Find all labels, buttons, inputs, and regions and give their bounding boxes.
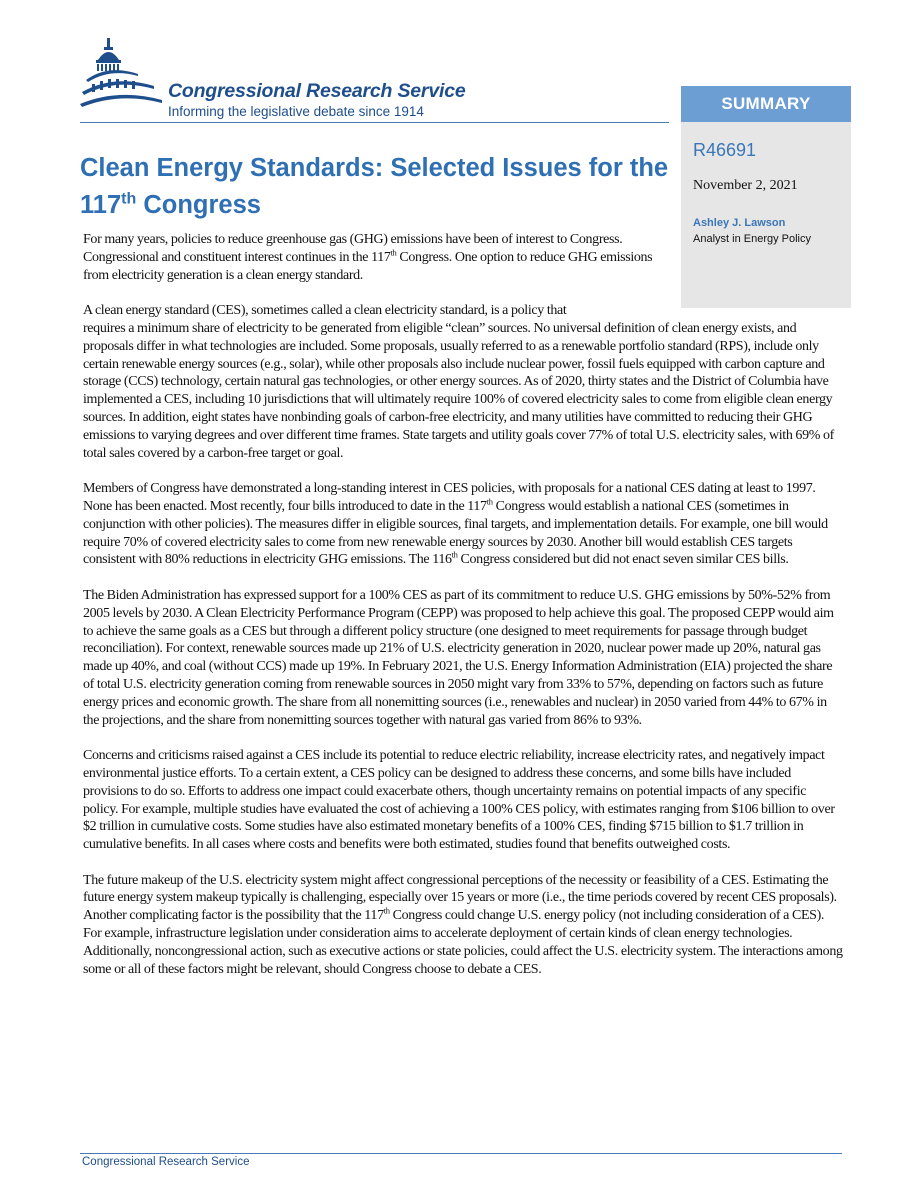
title-main: Clean Energy Standards: Selected Issues for the xyxy=(80,154,669,182)
title-congress-number: 117 xyxy=(80,191,122,219)
paragraph-3-sup-1: th xyxy=(486,496,493,507)
org-tagline: Informing the legislative debate since 1914 xyxy=(168,104,424,119)
paragraph-2-text-a: A clean energy standard (CES), sometimes called a clean electricity standard, is a policy that xyxy=(83,303,567,319)
title-ordinal: th xyxy=(121,190,137,208)
paragraph-6-sup: th xyxy=(383,905,390,916)
paragraph-3-text-c: Congress considered but did not enact seven similar CES bills. xyxy=(457,552,789,568)
footer-text: Congressional Research Service xyxy=(82,1156,250,1168)
paragraph-4: The Biden Administration has expressed support for a 100% CES as part of its commitment to reduce U.S. GHG emissions by 50%-52% from 2005 levels by 2030. A Clean Electricity Performance Program (CEPP) was proposed to help achieve this goal. The proposed CEPP would aim to achieve the same goals as a CES but through a different policy structure (one designed to meet requirements for passage through budget reconciliation). For context, renewable sources made up 21% of U.S. electricity generation in 2020, nuclear power made up 20%, natural gas made up 40%, and coal (without CCS) made up 19%. In February 2021, the U.S. Energy Information Administration (EIA) projected the share of total U.S. electricity generation coming from renewable sources in 2050 might vary from 33% to 57%, depending on factors such as future energy prices and economic growth. The share from all nonemitting sources (i.e., renewables and nuclear) in 2050 varied from 44% to 67% in the projections, and the share from nonemitting sources together with natural gas varied from 86% to 93%. xyxy=(83,587,834,728)
paragraph-3-sup-2: th xyxy=(451,549,458,560)
title-congress: Congress xyxy=(136,191,261,219)
paragraph-1 xyxy=(83,231,673,284)
org-name: Congressional Research Service xyxy=(168,80,466,102)
paragraph-6-text-a: The future makeup of the U.S. electricity system might affect congressional perceptions of the necessity or feasibility of a CES. Estimating the future energy system makeup typically is challenging, especially over 15 years or more (i.e., the time periods covered by recent CES proposals). Another complicating factor is the possibility that the 117 xyxy=(83,872,837,924)
paragraph-3 xyxy=(83,480,844,569)
paragraph-6 xyxy=(83,872,844,979)
author-title: Analyst in Energy Policy xyxy=(693,233,811,245)
paragraph-3-text-a: Members of Congress have demonstrated a long-standing interest in CES policies, with proposals for a national CES dating at least to 1997. None has been enacted. Most recently, four bills introduced to date in the 117 xyxy=(83,481,816,514)
paragraph-2 xyxy=(83,302,844,462)
paragraph-5: Concerns and criticisms raised against a CES include its potential to reduce electric reliability, increase electricity rates, and negatively impact environmental justice efforts. To a certain extent, a CES policy can be designed to address these concerns, and some bills have included provisions to do so. Efforts to address one impact could exacerbate others, though uncertainty remains on potential impacts of any specific policy. For example, multiple studies have evaluated the cost of achieving a 100% CES policy, with estimates ranging from $106 billion to over $2 trillion in cumulative costs. Some studies have also estimated monetary benefits of a 100% CES, finding $715 billion to $1.7 trillion in cumulative benefits. In all cases where costs and benefits were both estimated, studies found that benefits outweighed costs. xyxy=(83,748,835,853)
paragraph-1-text-b: Congress. One option to reduce GHG emissions from electricity generation is a clean energy standard. xyxy=(83,249,653,283)
report-number: R46691 xyxy=(693,140,757,160)
capitol-dome-icon xyxy=(80,36,164,120)
paragraph-1-text-a: For many years, policies to reduce greenhouse gas (GHG) emissions have been of interest to Congress. Congressional and constituent interest continues in the 117 xyxy=(83,232,623,265)
report-date: November 2, 2021 xyxy=(693,178,798,193)
summary-body xyxy=(83,231,844,996)
crs-logo xyxy=(80,36,480,126)
footer-divider xyxy=(80,1153,842,1154)
paragraph-1-sup: th xyxy=(390,247,397,258)
paragraph-3-text-b: Congress would establish a national CES (sometimes in conjunction with other policies). The measures differ in eligible sources, final targets, and implementation details. For example, one bill would require 70% of covered electricity sales to come from new renewable energy sources by 2030. Another bill would establish CES targets consistent with 80% reductions in electricity GHG emissions. The 116 xyxy=(83,498,828,568)
page-title xyxy=(80,150,676,224)
author-name: Ashley J. Lawson xyxy=(693,217,786,229)
paragraph-2-text-b: requires a minimum share of electricity to be generated from eligible “clean” sources. No universal definition of clean energy exists, and proposals differ in what technologies are included. Some proposals, usually referred to as a renewable portfolio standard (RPS), include only certain renewable energy sources (e.g., solar), while other proposals also include nuclear power, fossil fuels equipped with carbon capture and storage (CCS) technology, certain natural gas technologies, or other energy sources. As of 2020, thirty states and the District of Columbia have implemented a CES, including 10 jurisdictions that will ultimately require 100% of covered electricity sales to come from eligible clean energy sources. In addition, eight states have nonbinding goals of carbon-free electricity, and many utilities have committed to reducing their GHG emissions to varying degrees and over different time frames. State targets and utility goals cover 77% of total U.S. electricity sales, with 69% of total sales covered by a carbon-free target or goal. xyxy=(83,320,834,461)
paragraph-6-text-b: Congress could change U.S. energy policy (not including consideration of a CES). For example, infrastructure legislation under consideration aims to accelerate deployment of certain kinds of clean energy technologies. Additionally, noncongressional action, such as executive actions or state policies, could affect the U.S. electricity system. The interactions among some or all of these factors might be relevant, should Congress choose to debate a CES. xyxy=(83,908,843,977)
header-divider xyxy=(80,122,669,123)
summary-label: SUMMARY xyxy=(681,86,851,122)
